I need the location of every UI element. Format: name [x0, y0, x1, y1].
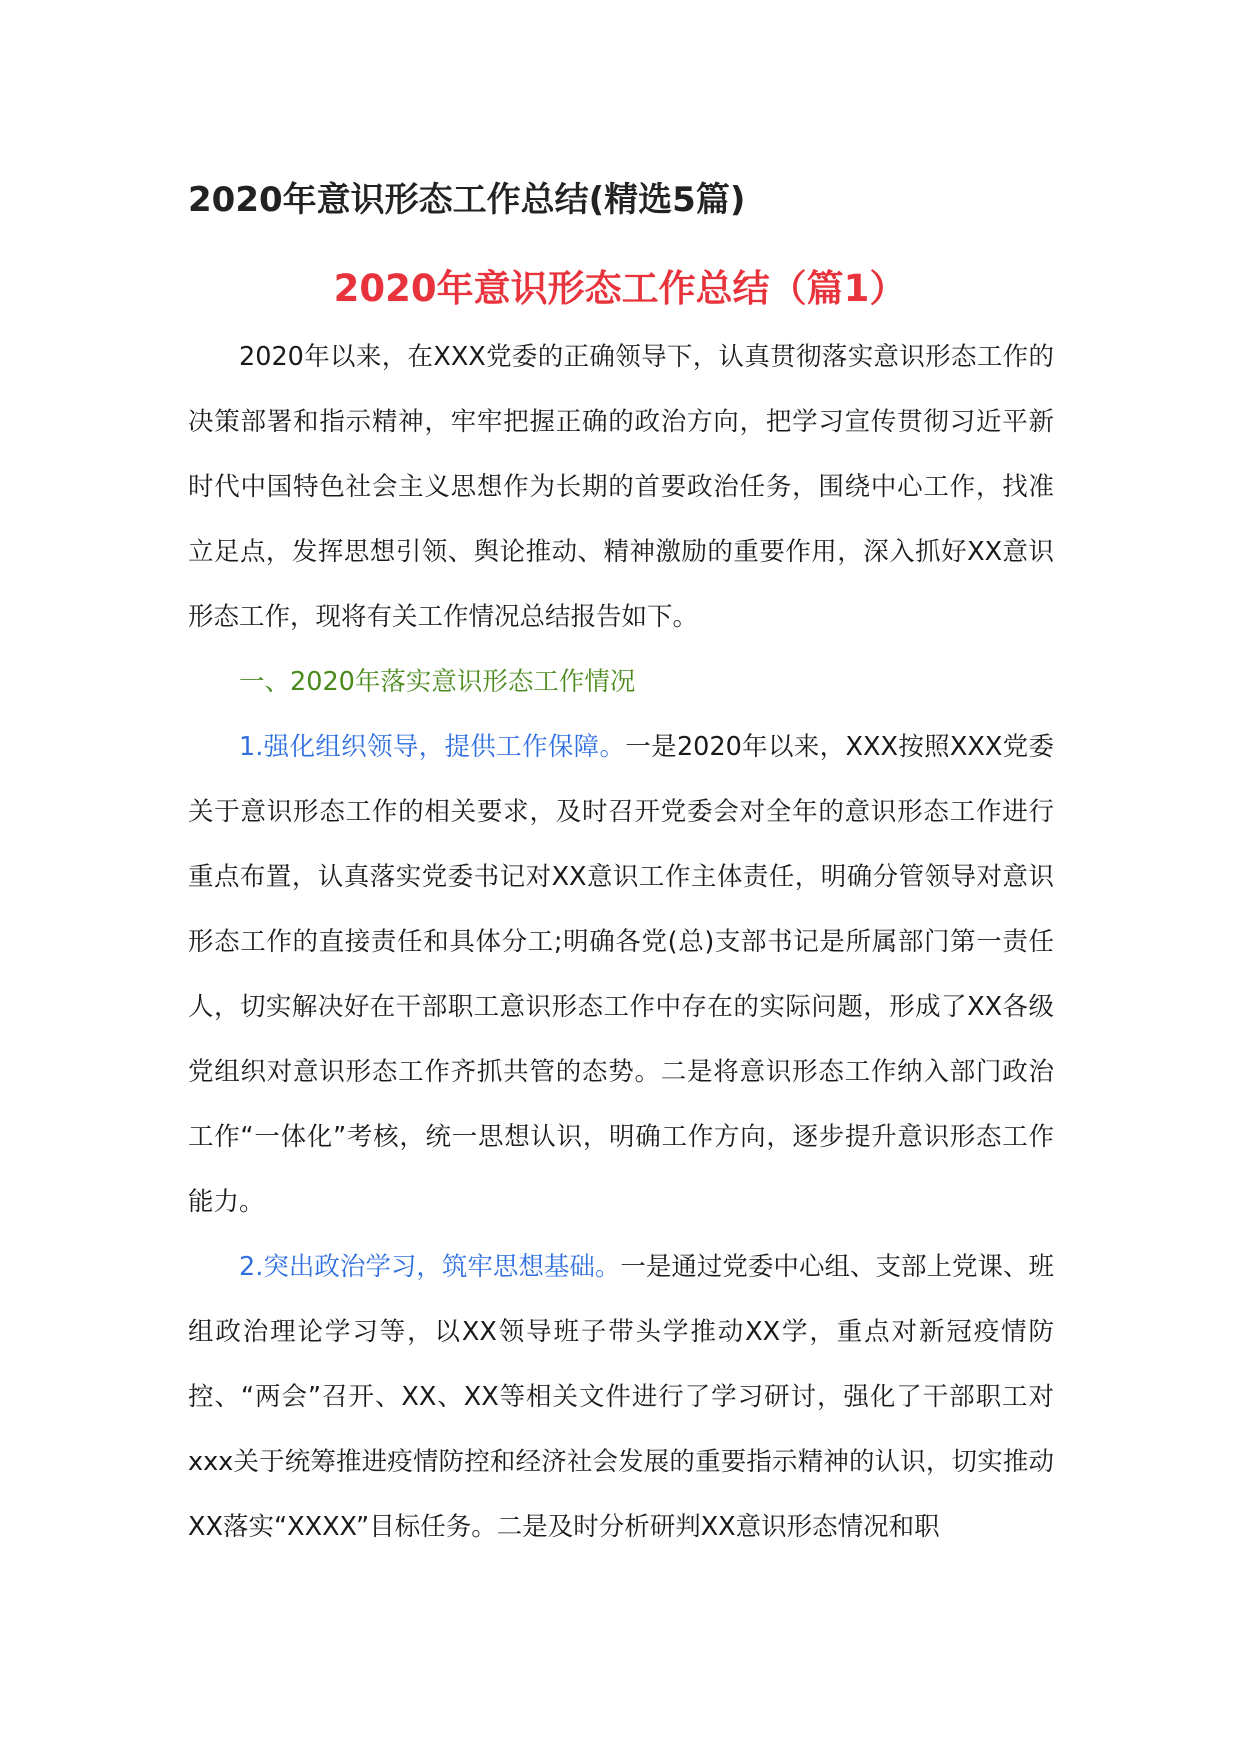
item-1-text: 一是2020年以来，XXX按照XXX党委关于意识形态工作的相关要求，及时召开党委会对全年的意识形态工作进行重点布置，认真落实党委书记对XX意识工作主体责任，明确分管领导对意识形态工作的直接责任和具体分工;明确各党(总)支部书记是所属部门第一责任人，切实解决好在干部职工意识形态工作中存在的实际问题，形成了XX各级党组织对意识形态工作齐抓共管的态势。二是将意识形态工作纳入部门政治工作“一体化”考核，统一思想认识，明确工作方向，逐步提升意识形态工作能力。	[188, 732, 1054, 1217]
item-2-text: 一是通过党委中心组、支部上党课、班组政治理论学习等，以XX领导班子带头学推动XX学，重点对新冠疫情防控、“两会”召开、XX、XX等相关文件进行了学习研讨，强化了干部职工对xxx关于统筹推进疫情防控和经济社会发展的重要指示精神的认识，切实推动XX落实“XXXX”目标任务。二是及时分析研判XX意识形态情况和职	[188, 1252, 1054, 1542]
section-heading-1: 一、2020年落实意识形态工作情况	[239, 667, 636, 697]
item-1-heading: 1.强化组织领导，提供工作保障。	[239, 732, 626, 762]
intro-paragraph: 2020年以来，在XXX党委的正确领导下，认真贯彻落实意识形态工作的决策部署和指示精神，牢牢把握正确的政治方向，把学习宣传贯彻习近平新时代中国特色社会主义思想作为长期的首要政治任务，围绕中心工作，找准立足点，发挥思想引领、舆论推动、精神激励的重要作用，深入抓好XX意识形态工作，现将有关工作情况总结报告如下。	[188, 342, 1054, 632]
document-body	[188, 325, 1054, 1560]
section-title: 2020年意识形态工作总结（篇1）	[333, 267, 907, 310]
item-2-heading: 2.突出政治学习，筑牢思想基础。	[239, 1252, 621, 1282]
item-1-paragraph	[188, 715, 1054, 1235]
document-title: 2020年意识形态工作总结(精选5篇)	[188, 180, 746, 220]
item-2-paragraph	[188, 1235, 1054, 1560]
